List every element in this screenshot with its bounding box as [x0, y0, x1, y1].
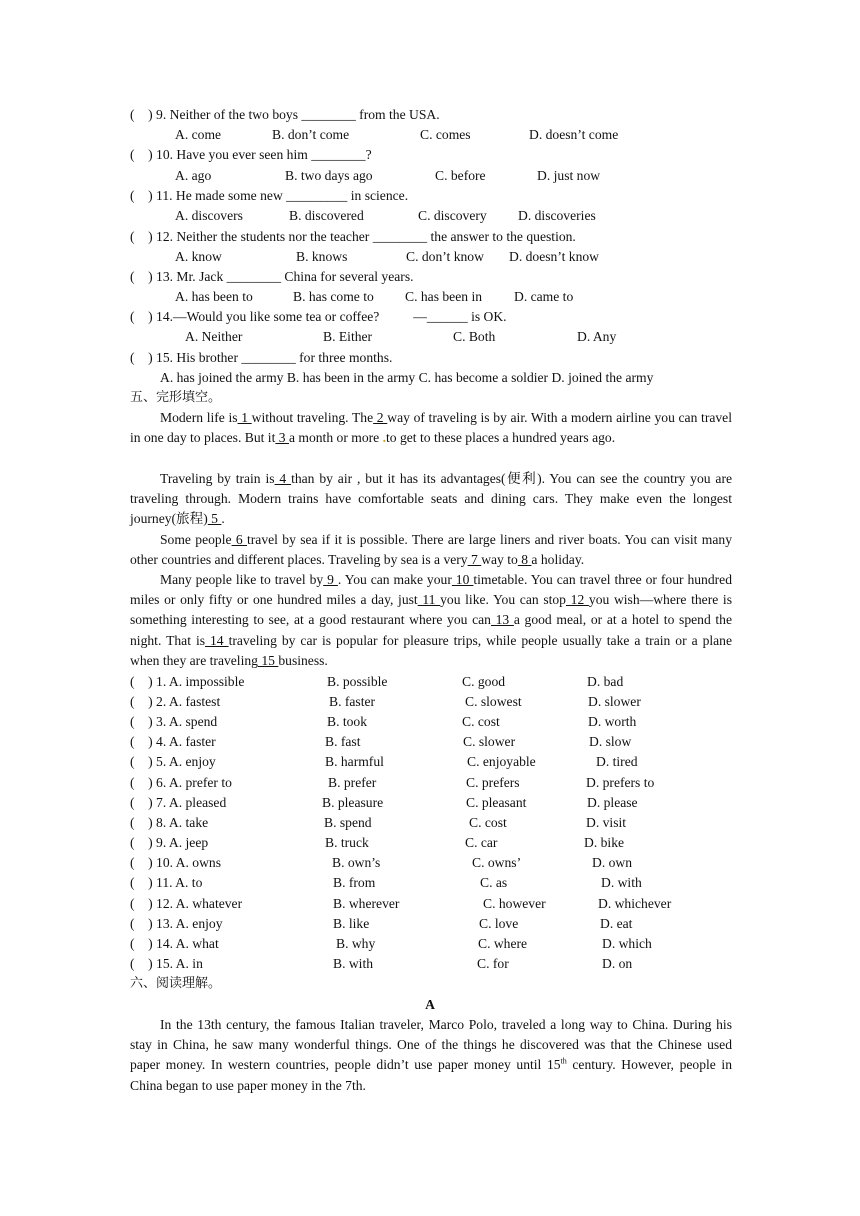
option-b: B. Either: [323, 329, 373, 344]
grammar-q15-options: A. has joined the army B. has been in the army C. has become a soldier D. joined the army: [160, 370, 654, 385]
cloze-question-row: [0, 732, 860, 752]
option-c: C. has been in: [405, 289, 483, 304]
option-b: B. pleasure: [322, 795, 384, 810]
question-number-option-a: ( ) 13. A. enjoy: [130, 916, 223, 931]
option-d: D. bad: [587, 674, 624, 689]
cloze-question-row: [0, 773, 860, 793]
question-number-option-a: ( ) 6. A. prefer to: [130, 775, 232, 790]
blank-1: 1: [237, 410, 252, 425]
option-d: D. just now: [537, 168, 601, 183]
passage-title: A: [425, 997, 435, 1012]
option-d: D. slow: [589, 734, 632, 749]
option-c: C. as: [480, 875, 508, 890]
option-b: B. discovered: [289, 208, 364, 223]
blank-13: 13: [490, 612, 514, 628]
option-b: B. wherever: [333, 896, 400, 911]
option-c: C. enjoyable: [467, 754, 536, 769]
cloze-question-row: [0, 853, 860, 873]
option-d: D. worth: [588, 714, 637, 729]
option-b: B. possible: [327, 674, 388, 689]
option-c: C. however: [483, 896, 546, 911]
option-d: D. visit: [586, 815, 627, 830]
option-c: C. prefers: [466, 775, 520, 790]
blank-14: 14: [205, 632, 229, 648]
option-c: C. before: [435, 168, 486, 183]
option-b: B. like: [333, 916, 370, 931]
option-c: C. slowest: [465, 694, 522, 709]
question-number-option-a: ( ) 12. A. whatever: [130, 896, 243, 911]
question-number-option-a: ( ) 14. A. what: [130, 936, 219, 951]
option-d: D. own: [592, 855, 633, 870]
option-a: A. come: [175, 127, 222, 142]
grammar-q9-options: [0, 125, 860, 145]
blank-9: 9: [323, 572, 338, 587]
option-d: D. bike: [584, 835, 625, 850]
question-number-option-a: ( ) 2. A. fastest: [130, 694, 221, 709]
option-a: A. Neither: [185, 329, 243, 344]
grammar-q12-stem: ( ) 12. Neither the students nor the teacher ________ the answer to the question.: [130, 229, 576, 244]
blank-2: 2: [373, 410, 388, 425]
cloze-paragraph-1: Modern life is 1 without traveling. The 2 way of traveling is by air. With a modern airline you can travel in one day to places. But it 3 a month or more .to get to these places a hundred years ago.: [130, 410, 732, 446]
option-d: D. came to: [514, 289, 574, 304]
option-b: B. two days ago: [285, 168, 373, 183]
blank-5: 5: [207, 511, 222, 527]
cloze-paragraph-2: Traveling by train is 4 than by air , but it has its advantages(便利). You can see the country you are traveling through. Modern trains have comfortable seats and dining cars. They make even the longest journey(旅程) 5 .: [130, 471, 733, 527]
grammar-q11-options: [0, 206, 860, 226]
cloze-question-row: [0, 914, 860, 934]
cloze-question-row: [0, 793, 860, 813]
option-c: C. car: [465, 835, 498, 850]
option-d: D. prefers to: [586, 775, 655, 790]
option-c: C. cost: [469, 815, 507, 830]
cloze-question-row: [0, 954, 860, 974]
blank-10: 10: [451, 572, 474, 587]
option-d: D. tired: [596, 754, 638, 769]
option-a: A. know: [175, 249, 222, 264]
blank-7: 7: [467, 552, 482, 568]
question-number-option-a: ( ) 9. A. jeep: [130, 835, 209, 850]
question-number-option-a: ( ) 1. A. impossible: [130, 674, 245, 689]
option-c: C. for: [477, 956, 509, 971]
cloze-paragraph-3: Some people 6 travel by sea if it is possible. There are large liners and river boats. You can visit many other countries and different places. Traveling by sea is a very 7 way to 8 a holiday.: [130, 532, 732, 568]
option-c: C. comes: [420, 127, 471, 142]
grammar-q14-stem: ( ) 14.—Would you like some tea or coffee? —______ is OK.: [130, 309, 507, 324]
cloze-question-row: [0, 672, 860, 692]
option-b: B. has come to: [293, 289, 374, 304]
cloze-question-row: [0, 934, 860, 954]
question-number-option-a: ( ) 3. A. spend: [130, 714, 218, 729]
question-number-option-a: ( ) 5. A. enjoy: [130, 754, 216, 769]
option-c: C. love: [479, 916, 519, 931]
option-c: C. good: [462, 674, 506, 689]
option-b: B. prefer: [328, 775, 377, 790]
option-b: B. harmful: [325, 754, 384, 769]
cloze-question-row: [0, 894, 860, 914]
question-number-option-a: ( ) 10. A. owns: [130, 855, 222, 870]
option-a: A. discovers: [175, 208, 243, 223]
option-b: B. truck: [325, 835, 369, 850]
grammar-q13-stem: ( ) 13. Mr. Jack ________ China for several years.: [130, 269, 414, 284]
option-c: C. owns’: [472, 855, 522, 870]
option-c: C. pleasant: [466, 795, 527, 810]
option-c: C. discovery: [418, 208, 487, 223]
blank-11: 11: [417, 592, 441, 608]
grammar-q10-stem: ( ) 10. Have you ever seen him ________?: [130, 147, 372, 162]
superscript-th: th: [560, 1056, 567, 1066]
option-a: A. ago: [175, 168, 212, 183]
option-d: D. on: [602, 956, 633, 971]
question-number-option-a: ( ) 7. A. pleased: [130, 795, 227, 810]
option-b: B. why: [336, 936, 376, 951]
option-b: B. spend: [324, 815, 372, 830]
grammar-q9-stem: ( ) 9. Neither of the two boys ________ from the USA.: [130, 107, 440, 122]
cloze-heading: 五、完形填空。: [130, 390, 222, 405]
cloze-question-row: [0, 692, 860, 712]
blank-3: 3: [275, 430, 289, 446]
option-d: D. doesn’t know: [509, 249, 599, 264]
option-b: B. own’s: [332, 855, 381, 870]
option-d: D. which: [602, 936, 652, 951]
grammar-q12-options: [0, 247, 860, 267]
blank-4: 4: [274, 471, 292, 486]
option-b: B. fast: [325, 734, 361, 749]
option-b: B. don’t come: [272, 127, 350, 142]
option-b: B. knows: [296, 249, 348, 264]
option-d: D. whichever: [598, 896, 672, 911]
question-number-option-a: ( ) 4. A. faster: [130, 734, 216, 749]
reading-heading: 六、阅读理解。: [130, 976, 222, 991]
option-d: D. Any: [577, 329, 617, 344]
option-b: B. from: [333, 875, 376, 890]
reading-paragraph-1: In the 13th century, the famous Italian traveler, Marco Polo, traveled a long way to China. During his stay in China, he saw many wonderful things. One of the things he discovered was that the Chinese used paper money. In western countries, people didn’t use paper money until 15th century. However, people in China began to use paper money in the 7th.: [130, 1017, 732, 1093]
option-a: A. has been to: [175, 289, 253, 304]
question-number-option-a: ( ) 8. A. take: [130, 815, 209, 830]
blank-8: 8: [517, 552, 532, 568]
option-c: C. where: [478, 936, 528, 951]
cloze-question-row: [0, 813, 860, 833]
stray-dot-mark: .: [382, 430, 386, 446]
option-d: D. with: [601, 875, 642, 890]
option-d: D. slower: [588, 694, 641, 709]
blank-6: 6: [231, 532, 247, 547]
option-b: B. took: [327, 714, 368, 729]
option-c: C. Both: [453, 329, 496, 344]
option-d: D. eat: [600, 916, 633, 931]
option-b: B. faster: [329, 694, 376, 709]
cloze-question-row: [0, 752, 860, 772]
cloze-question-row: [0, 712, 860, 732]
cloze-question-row: [0, 873, 860, 893]
cloze-question-row: [0, 833, 860, 853]
option-c: C. slower: [463, 734, 516, 749]
option-d: D. doesn’t come: [529, 127, 619, 142]
grammar-q10-options: [0, 166, 860, 186]
grammar-q14-options: [0, 327, 860, 347]
option-d: D. please: [587, 795, 638, 810]
grammar-q15-stem: ( ) 15. His brother ________ for three months.: [130, 350, 393, 365]
option-c: C. cost: [462, 714, 500, 729]
question-number-option-a: ( ) 15. A. in: [130, 956, 203, 971]
option-b: B. with: [333, 956, 374, 971]
cloze-paragraph-4: Many people like to travel by 9 . You can make your 10 timetable. You can travel three or four hundred miles or only fifty or one hundred miles a day, just 11 you like. You can stop 12 you wish—where there is something interesting to see, at a good restaurant where you can 13 a good meal, or at a hotel to spend the night. That is 14 traveling by car is popular for pleasure trips, while people usually take a train or a plane when they are traveling 15 business.: [130, 572, 733, 668]
blank-12: 12: [565, 592, 589, 608]
question-number-option-a: ( ) 11. A. to: [130, 875, 203, 890]
grammar-q11-stem: ( ) 11. He made some new _________ in science.: [130, 188, 409, 203]
option-c: C. don’t know: [406, 249, 484, 264]
grammar-q13-options: [0, 287, 860, 307]
blank-15: 15: [257, 652, 279, 668]
option-d: D. discoveries: [518, 208, 596, 223]
